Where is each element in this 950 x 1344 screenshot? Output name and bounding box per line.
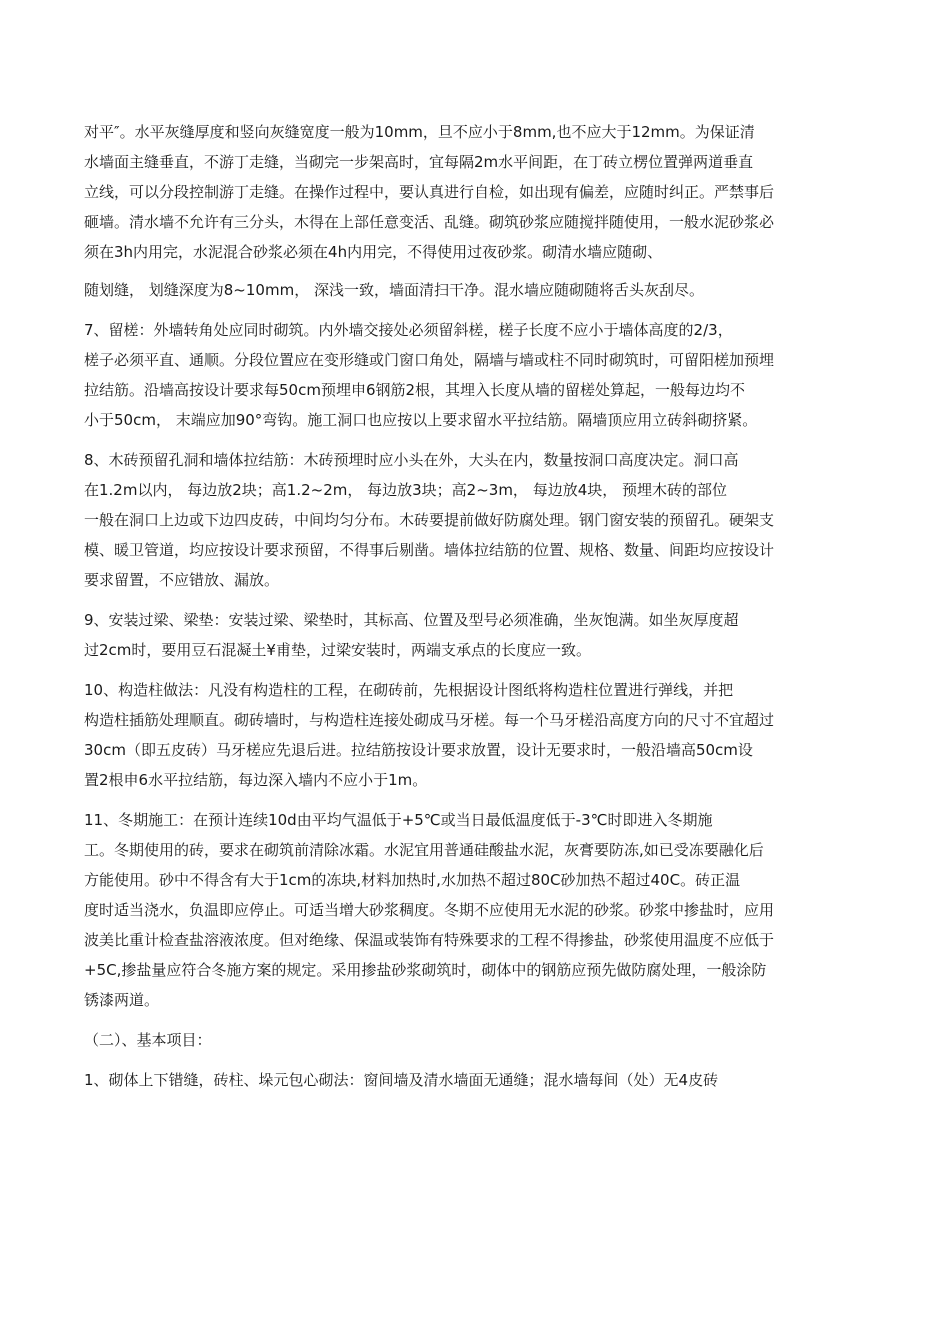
text-line: 方能使用。砂中不得含有大于1cm的冻块,材料加热时,水加热不超过80C砂加热不超过40C。砖正温 [84, 871, 741, 889]
paragraph-7-line: 7、留槎：外墙转角处应同时砌筑。内外墙交接处必须留斜槎，槎子长度不应小于墙体高度的2/3， [84, 321, 733, 339]
text-line: 对平″。水平灰缝厚度和竖向灰缝宽度一般为10mm，旦不应小于8mm,也不应大于12mm。为保证清 [84, 123, 755, 141]
text-line: 波美比重计检查盐溶液浓度。但对绝缘、保温或装饰有特殊要求的工程不得掺盐，砂浆使用温度不应低于 [84, 931, 775, 949]
text-line: 拉结筋。沿墙高按设计要求每50cm预埋申6钢筋2根，其埋入长度从墙的留槎处算起，一般每边均不 [84, 381, 746, 399]
text-line: 槎子必须平直、通顺。分段位置应在变形缝或门窗口角处，隔墙与墙或柱不同时砌筑时，可留阳槎加预埋 [84, 351, 775, 369]
section-heading: （二）、基本项目： [84, 1031, 212, 1049]
text-line: 度时适当浇水，负温即应停止。可适当增大砂浆稠度。冬期不应使用无水泥的砂浆。砂浆中掺盐时，应用 [84, 901, 775, 919]
text-line: 置2根申6水平拉结筋，每边深入墙内不应小于1m。 [84, 771, 428, 789]
text-line: 小于50cm， 末端应加90°弯钩。施工洞口也应按以上要求留水平拉结筋。隔墙顶应用立砖斜砌挤紧。 [84, 411, 758, 429]
paragraph-10-line: 10、构造柱做法：凡没有构造柱的工程，在砌砖前，先根据设计图纸将构造柱位置进行弹线，并把 [84, 681, 734, 699]
paragraph-8-line: 8、木砖预留孔洞和墙体拉结筋：木砖预埋时应小头在外，大头在内，数量按洞口高度决定。洞口高 [84, 451, 739, 469]
text-line: 30cm（即五皮砖）马牙槎应先退后进。拉结筋按设计要求放置，设计无要求时，一般沿墙高50cm设 [84, 741, 753, 759]
text-line: 随划缝， 划缝深度为8~10mm， 深浅一致，墙面清扫干净。混水墙应随砌随将舌头灰刮尽。 [84, 281, 704, 299]
text-line: 砸墙。清水墙不允许有三分头，木得在上部任意变活、乱缝。砌筑砂浆应随搅拌随使用，一般水泥砂浆必 [84, 213, 775, 231]
text-line: 水墙面主缝垂直，不游丁走缝，当砌完一步架高时，宜每隔2m水平间距，在丁砖立楞位置弹两道垂直 [84, 153, 754, 171]
text-line: 过2cm时，要用豆石混凝土¥甫垫，过梁安装时，两端支承点的长度应一致。 [84, 641, 591, 659]
text-line: 锈漆两道。 [84, 991, 160, 1009]
text-line: 一般在洞口上边或下边四皮砖，中间均匀分布。木砖要提前做好防腐处理。钢门窗安装的预留孔。硬架支 [84, 511, 775, 529]
paragraph-1-line: 1、砌体上下错缝，砖柱、垛元包心砌法：窗间墙及清水墙面无通缝；混水墙每间（处）无4皮砖 [84, 1071, 719, 1089]
text-line: 模、暖卫管道，均应按设计要求预留，不得事后剔凿。墙体拉结筋的位置、规格、数量、间距均应按设计 [84, 541, 775, 559]
document-body [84, 117, 870, 1095]
text-line: 须在3h内用完，水泥混合砂浆必须在4h内用完，不得使用过夜砂浆。砌清水墙应随砌、 [84, 243, 663, 261]
text-line: 在1.2m以内， 每边放2块；高1.2~2m， 每边放3块；高2~3m， 每边放4块， 预埋木砖的部位 [84, 481, 728, 499]
text-line: 构造柱插筋处理顺直。砌砖墙时，与构造柱连接处砌成马牙槎。每一个马牙槎沿高度方向的尺寸不宜超过 [84, 711, 775, 729]
text-line: 工。冬期使用的砖，要求在砌筑前清除冰霜。水泥宜用普通硅酸盐水泥，灰膏要防冻,如已受冻要融化后 [84, 841, 764, 859]
text-line: 立线，可以分段控制游丁走缝。在操作过程中，要认真进行自检，如出现有偏差，应随时纠正。严禁事后 [84, 183, 775, 201]
paragraph-11-line: 11、冬期施工：在预计连续10d由平均气温低于+5℃或当日最低温度低于-3℃时即进入冬期施 [84, 811, 713, 829]
text-line: +5C,掺盐量应符合冬施方案的规定。采用掺盐砂浆砌筑时，砌体中的钢筋应预先做防腐处理，一般涂防 [84, 961, 767, 979]
paragraph-9-line: 9、安装过梁、梁垫：安装过梁、梁垫时，其标高、位置及型号必须准确，坐灰饱满。如坐灰厚度超 [84, 611, 739, 629]
text-line: 要求留置，不应错放、漏放。 [84, 571, 280, 589]
